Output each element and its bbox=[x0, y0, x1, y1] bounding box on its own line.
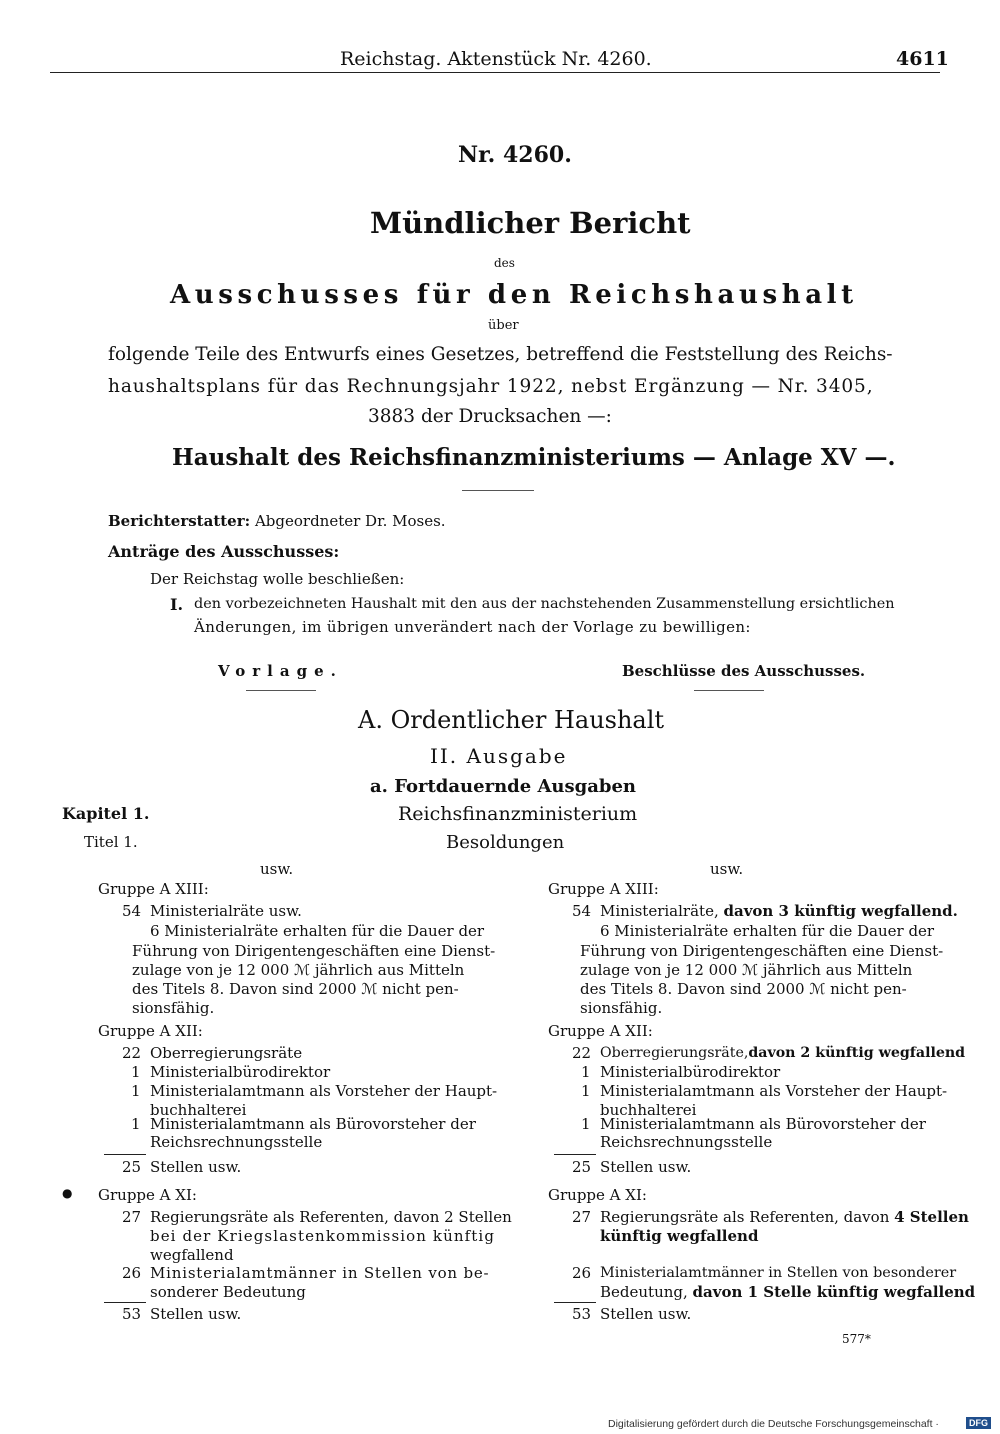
header-rule bbox=[50, 72, 940, 73]
left-g12-sum-num: 25 bbox=[122, 1158, 142, 1176]
left-g11-sum-text: Stellen usw. bbox=[150, 1305, 242, 1323]
right-g12-text-4: buchhalterei bbox=[600, 1101, 697, 1119]
rapporteur bbox=[108, 512, 446, 530]
right-g13-line bbox=[600, 902, 958, 921]
left-g12-text-6: Reichsrechnungsstelle bbox=[150, 1133, 323, 1151]
left-g13-note-3: zulage von je 12 000 ℳ jährlich aus Mitteln bbox=[132, 961, 465, 979]
right-g11-second-bold: künftig wegfallend bbox=[600, 1227, 759, 1245]
right-g12-text-5: Ministerialamtmann als Bürovorsteher der bbox=[600, 1115, 926, 1133]
left-g11-sum-rule bbox=[104, 1302, 146, 1303]
word-des: des bbox=[494, 256, 515, 270]
resolve-text: Der Reichstag wolle beschließen: bbox=[150, 570, 405, 588]
subject-line-1: folgende Teile des Entwurfs eines Gesetzes, betreffend die Feststellung des Reichs- bbox=[108, 344, 893, 365]
left-column-heading: Vorlage. bbox=[218, 662, 343, 680]
kapitel: Kapitel 1. bbox=[62, 804, 150, 823]
left-g12-label: Gruppe A XII: bbox=[98, 1022, 203, 1040]
left-g12-num-2: 1 bbox=[131, 1063, 141, 1081]
section-sub: II. Ausgabe bbox=[430, 744, 568, 768]
dfg-logo: DFG bbox=[966, 1417, 991, 1429]
left-g12-num-5: 1 bbox=[131, 1115, 141, 1133]
left-g11-text-4: Ministerialamtmänner in Stellen von be- bbox=[150, 1264, 490, 1282]
left-g12-text-4: buchhalterei bbox=[150, 1101, 247, 1119]
right-g11-sum-text: Stellen usw. bbox=[600, 1305, 692, 1323]
left-g12-text-5: Ministerialamtmann als Bürovorsteher der bbox=[150, 1115, 476, 1133]
right-g12-sum-text: Stellen usw. bbox=[600, 1158, 692, 1176]
right-g11-fourth-text: Bedeutung, bbox=[600, 1283, 688, 1301]
left-g13-note-5: sionsfähig. bbox=[132, 999, 215, 1017]
left-g11-text-1: Regierungsräte als Referenten, davon 2 Stellen bbox=[150, 1208, 512, 1226]
left-usw: usw. bbox=[260, 860, 294, 878]
right-g11-label: Gruppe A XI: bbox=[548, 1186, 647, 1204]
left-heading-rule bbox=[246, 690, 316, 691]
right-g13-note-4: des Titels 8. Davon sind 2000 ℳ nicht pen- bbox=[580, 980, 907, 998]
item-number: I. bbox=[170, 595, 184, 614]
subject-line-2: haushaltsplans für das Rechnungsjahr 1922, nebst Ergänzung — Nr. 3405, bbox=[108, 376, 874, 397]
left-g12-num-1: 22 bbox=[122, 1044, 142, 1062]
right-g13-num: 54 bbox=[572, 902, 592, 920]
right-g12-sum-rule bbox=[554, 1154, 596, 1155]
right-g11-sum-num: 53 bbox=[572, 1305, 592, 1323]
right-g12-text-6: Reichsrechnungsstelle bbox=[600, 1133, 773, 1151]
section-subsub: a. Fortdauernde Ausgaben bbox=[370, 776, 637, 797]
right-g11-first-bold: 4 Stellen bbox=[894, 1208, 969, 1226]
right-g13-note-1: 6 Ministerialräte erhalten für die Dauer der bbox=[600, 922, 935, 940]
right-g12-num-3: 1 bbox=[581, 1082, 591, 1100]
left-g11-text-2: bei der Kriegslastenkommission künftig bbox=[150, 1227, 496, 1245]
item-line-2: Änderungen, im übrigen unverändert nach der Vorlage zu bewilligen: bbox=[194, 618, 751, 636]
right-g11-second bbox=[600, 1227, 758, 1246]
right-g13-note-2: Führung von Dirigentengeschäften eine Dienst- bbox=[580, 942, 944, 960]
rapporteur-name: Abgeordneter Dr. Moses. bbox=[254, 512, 446, 530]
page-number: 4611 bbox=[896, 48, 949, 70]
left-g11-label: Gruppe A XI: bbox=[98, 1186, 197, 1204]
right-g13-text: Ministerialräte, bbox=[600, 902, 719, 920]
right-g12-first-line bbox=[600, 1044, 965, 1063]
left-g13-num: 54 bbox=[122, 902, 142, 920]
left-g13-note-1: 6 Ministerialräte erhalten für die Dauer der bbox=[150, 922, 485, 940]
ministry: Reichsfinanzministerium bbox=[398, 803, 638, 825]
left-g11-num-1: 27 bbox=[122, 1208, 142, 1226]
left-g11-num-4: 26 bbox=[122, 1264, 142, 1282]
right-heading-rule bbox=[694, 690, 764, 691]
right-g13-note-3: zulage von je 12 000 ℳ jährlich aus Mitteln bbox=[580, 961, 913, 979]
left-g12-text-3: Ministerialamtmann als Vorsteher der Haupt- bbox=[150, 1082, 498, 1100]
titel: Titel 1. bbox=[84, 833, 138, 851]
right-g12-first-text: Oberregierungsräte, bbox=[600, 1045, 749, 1061]
left-g12-num-3: 1 bbox=[131, 1082, 141, 1100]
right-g11-fourth-line bbox=[600, 1283, 975, 1302]
right-g11-first-text: Regierungsräte als Referenten, davon bbox=[600, 1208, 890, 1226]
right-g12-first-num: 22 bbox=[572, 1044, 592, 1062]
left-g13-note-2: Führung von Dirigentengeschäften eine Dienst- bbox=[132, 942, 496, 960]
subject-line-3: 3883 der Drucksachen —: bbox=[368, 406, 612, 427]
document-number: Nr. 4260. bbox=[458, 142, 572, 168]
left-g11-sum-num: 53 bbox=[122, 1305, 142, 1323]
running-title: Reichstag. Aktenstück Nr. 4260. bbox=[340, 48, 652, 70]
left-g12-text-1: Oberregierungsräte bbox=[150, 1044, 303, 1062]
digitization-note: Digitalisierung gefördert durch die Deutsche Forschungsgemeinschaft · bbox=[608, 1418, 939, 1430]
title-divider bbox=[462, 490, 534, 491]
motions-label: Anträge des Ausschusses: bbox=[108, 542, 340, 561]
right-g11-sum-rule bbox=[554, 1302, 596, 1303]
left-g11-text-5: sonderer Bedeutung bbox=[150, 1283, 306, 1301]
right-g12-num-5: 1 bbox=[581, 1115, 591, 1133]
right-g12-sum-num: 25 bbox=[572, 1158, 592, 1176]
right-g11-fourth-bold: davon 1 Stelle künftig wegfallend bbox=[692, 1283, 976, 1301]
committee-name: Ausschusses für den Reichshaushalt bbox=[170, 280, 858, 310]
report-title: Mündlicher Bericht bbox=[370, 206, 691, 240]
left-g11-text-3: wegfallend bbox=[150, 1246, 234, 1264]
right-g12-text-2: Ministerialbürodirektor bbox=[600, 1063, 781, 1081]
item-line-1: den vorbezeichneten Haushalt mit den aus der nachstehenden Zusammenstellung ersichtlichen bbox=[194, 596, 895, 612]
right-usw: usw. bbox=[710, 860, 744, 878]
besoldungen: Besoldungen bbox=[446, 832, 565, 853]
signature-mark: 577* bbox=[842, 1332, 871, 1346]
left-g12-sum-rule bbox=[104, 1154, 146, 1155]
right-g13-note-5: sionsfähig. bbox=[580, 999, 663, 1017]
right-g13-label: Gruppe A XIII: bbox=[548, 880, 659, 898]
right-g12-num-2: 1 bbox=[581, 1063, 591, 1081]
margin-dot: ● bbox=[62, 1186, 73, 1200]
left-g13-note-4: des Titels 8. Davon sind 2000 ℳ nicht pen- bbox=[132, 980, 459, 998]
right-g12-first-bold: davon 2 künftig wegfallend bbox=[748, 1045, 966, 1061]
left-g13-text: Ministerialräte usw. bbox=[150, 902, 302, 920]
left-g12-text-2: Ministerialbürodirektor bbox=[150, 1063, 331, 1081]
right-g12-label: Gruppe A XII: bbox=[548, 1022, 653, 1040]
word-ueber: über bbox=[488, 318, 519, 333]
left-g12-sum-text: Stellen usw. bbox=[150, 1158, 242, 1176]
budget-subtitle: Haushalt des Reichsfinanzministeriums — Anlage XV —. bbox=[172, 444, 896, 471]
rapporteur-label: Berichterstatter: bbox=[108, 512, 251, 530]
right-g12-text-3: Ministerialamtmann als Vorsteher der Haupt- bbox=[600, 1082, 948, 1100]
section-part: A. Ordentlicher Haushalt bbox=[358, 706, 665, 734]
right-g11-first-num: 27 bbox=[572, 1208, 592, 1226]
right-g13-bold: davon 3 künftig wegfallend. bbox=[723, 902, 958, 920]
right-g11-third-text: Ministerialamtmänner in Stellen von besonderer bbox=[600, 1265, 957, 1281]
right-column-heading: Beschlüsse des Ausschusses. bbox=[622, 662, 866, 680]
right-g11-third-num: 26 bbox=[572, 1264, 592, 1282]
right-g11-first-line bbox=[600, 1208, 969, 1227]
left-g13-label: Gruppe A XIII: bbox=[98, 880, 209, 898]
